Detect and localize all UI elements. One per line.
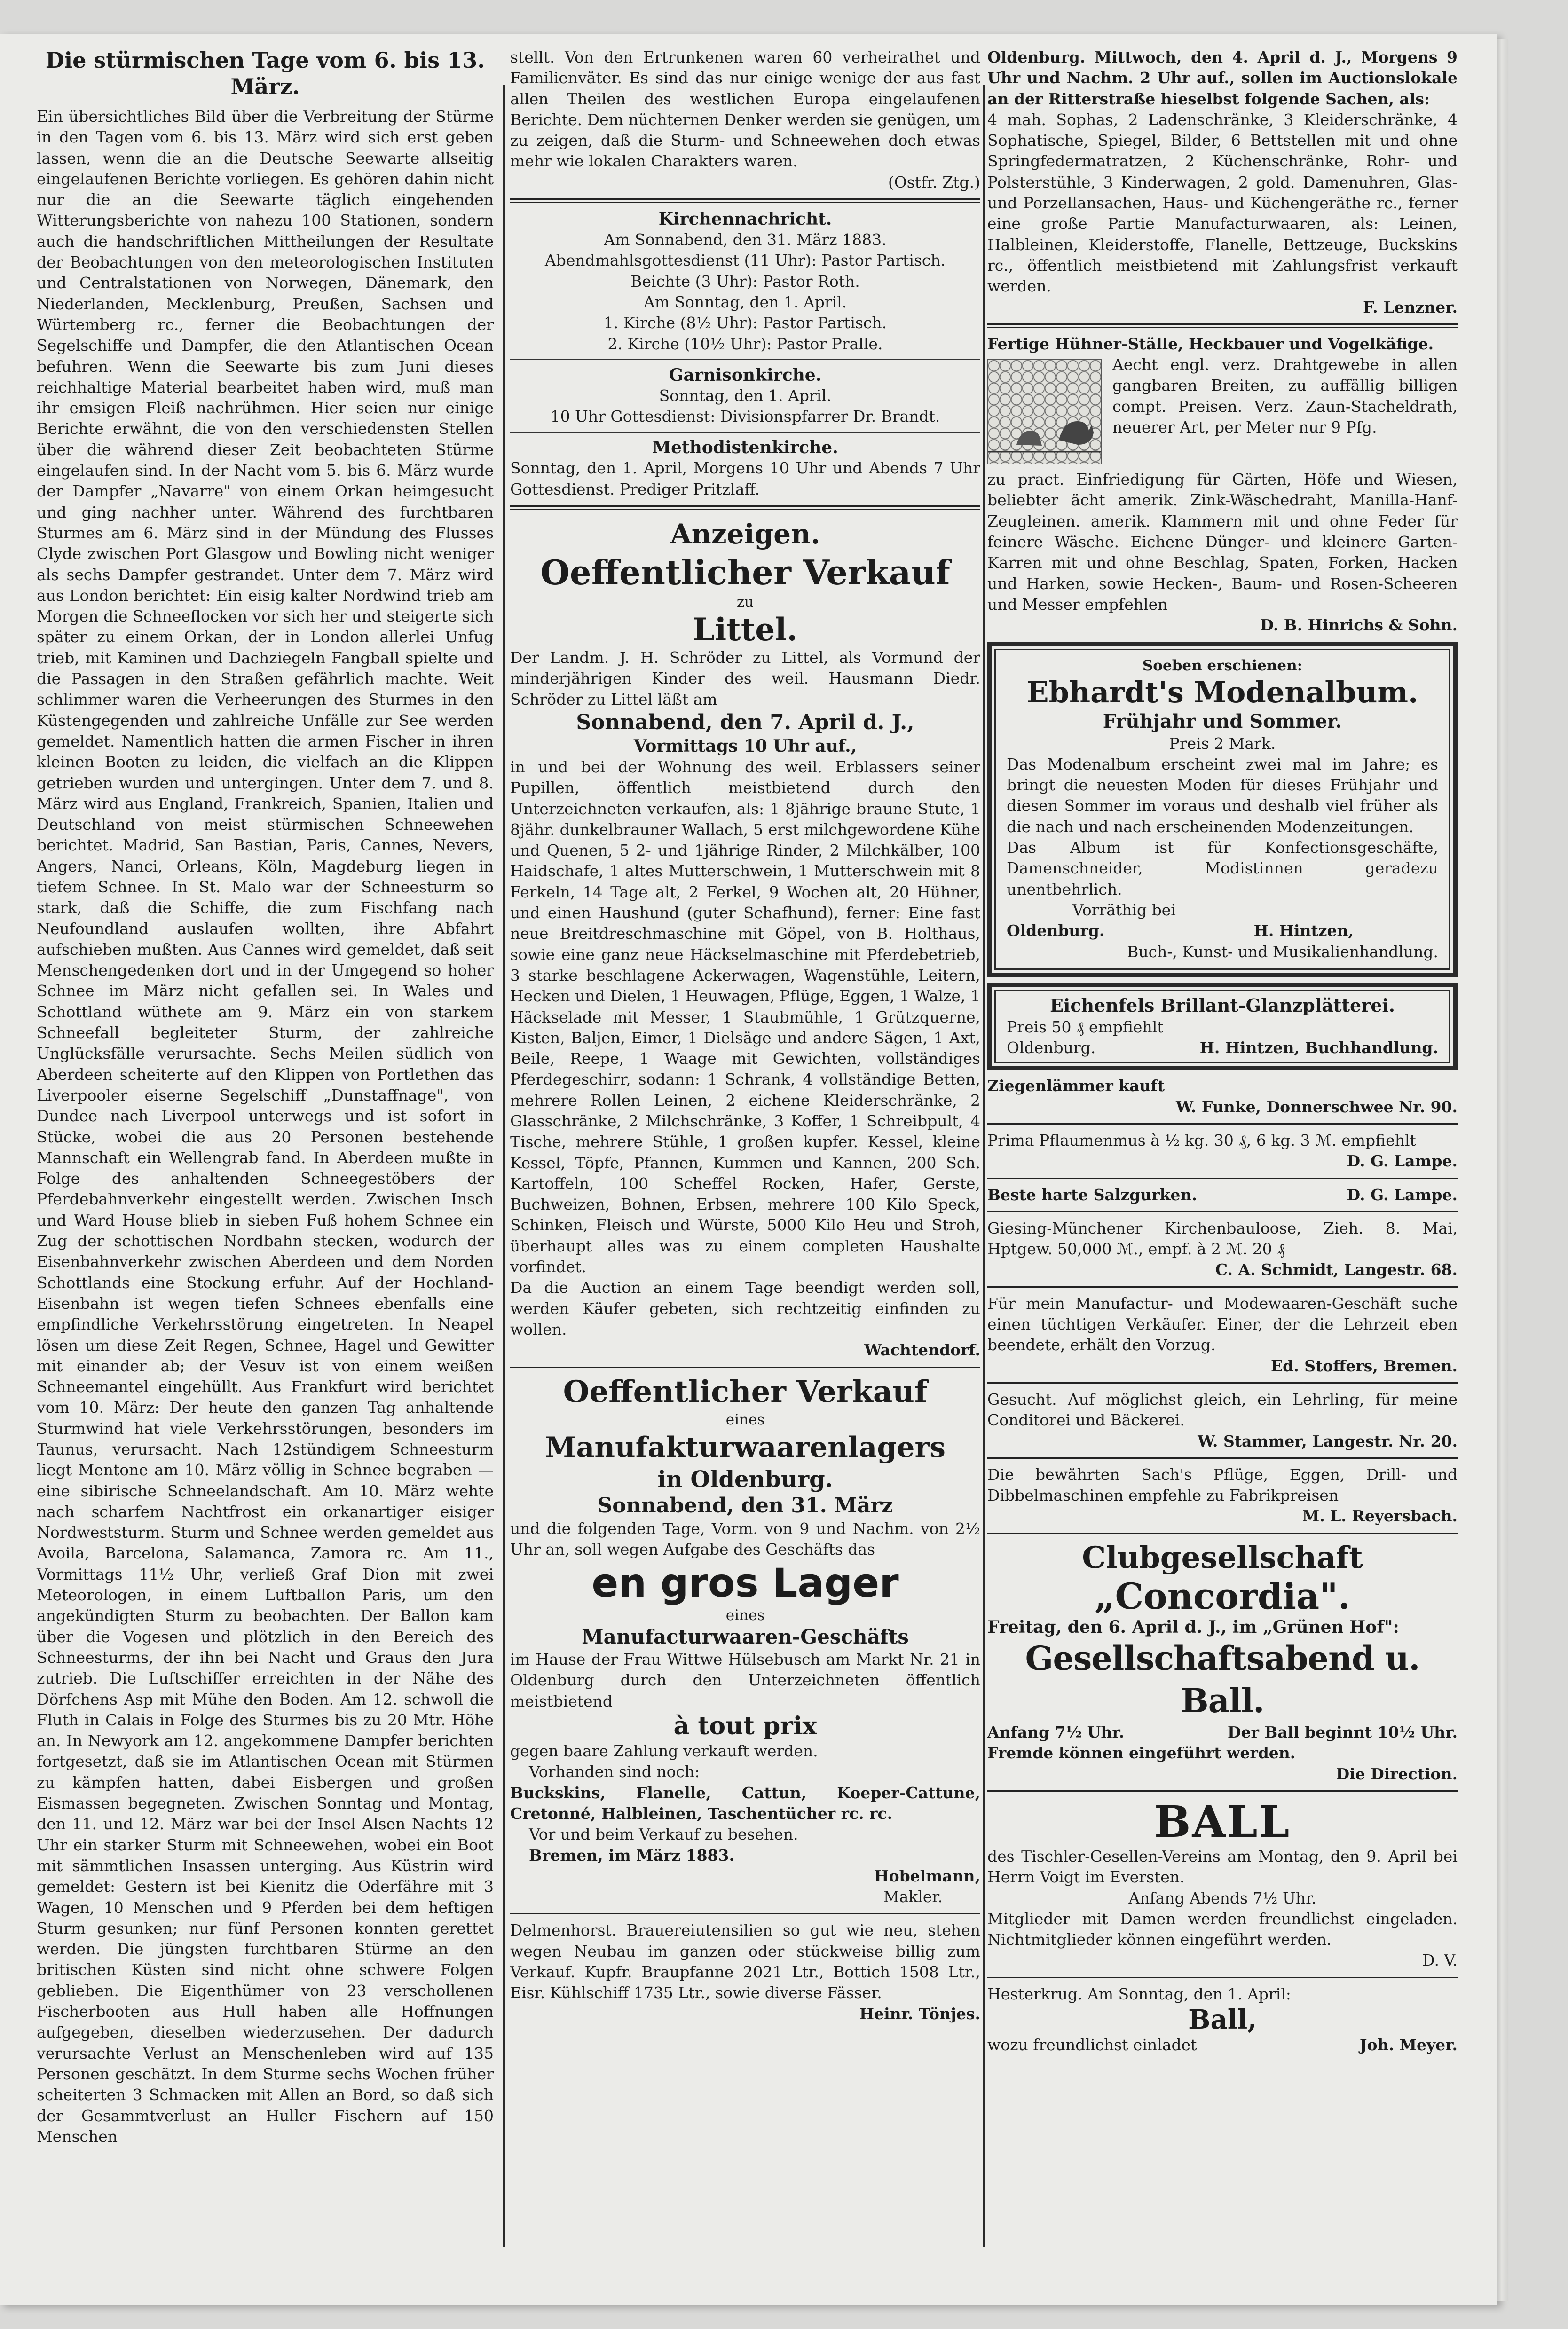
ad-concordia bbox=[987, 1540, 1458, 1785]
divider bbox=[987, 1211, 1458, 1212]
club-event: Gesellschaftsabend u. Ball. bbox=[1025, 1639, 1420, 1721]
ad-lotto: Giesing-Münchener Kirchenbauloose, Zieh. 8. Mai, Hptgew. 50,000 ℳ., empf. à 2 ℳ. 20 ₰ bbox=[987, 1219, 1458, 1259]
ad-city: Oldenburg. bbox=[1007, 1039, 1096, 1057]
ad-shop: Manufacturwaaren-Geschäfts bbox=[582, 1625, 909, 1649]
column-rule-1 bbox=[503, 85, 505, 2247]
ad-close: Da die Auction an einem Tage beendigt werden soll, werden Käufer gebeten, sich rechtzeitig einfinden zu wollen. bbox=[510, 1278, 980, 1338]
ad-lotto-sig: C. A. Schmidt, Langestr. 68. bbox=[1215, 1260, 1458, 1279]
divider bbox=[510, 1913, 980, 1914]
divider bbox=[510, 198, 980, 203]
ad-ziegen-sig: W. Funke, Donnerschwee Nr. 90. bbox=[1175, 1097, 1458, 1116]
ad-subject: Manufakturwaarenlagers bbox=[545, 1431, 946, 1464]
ad-body: und die folgenden Tage, Vorm. von 9 und Nachm. von 2½ Uhr an, soll wegen Aufgabe des Geschäfts das bbox=[510, 1519, 980, 1558]
ad-intro: Der Landm. J. H. Schröder zu Littel, als Vormund der minderjährigen Kinder des weil. Hausmann Diedr. Schröder zu Littel läßt am bbox=[510, 648, 980, 708]
ads-heading: Anzeigen. bbox=[670, 518, 820, 551]
ball-time: Anfang Abends 7½ Uhr. bbox=[1128, 1888, 1316, 1907]
methodist-title: Methodistenkirche. bbox=[652, 438, 838, 458]
divider bbox=[510, 1367, 980, 1368]
ad-body: Das Modenalbum erscheint zwei mal im Jahre; es bringt die neuesten Moden für dieses Frühjahr und diesen Sommer im voraus und deshalb viel früher als die nach und nach erscheinenden Modenzeitungen. bbox=[1007, 755, 1438, 836]
ad-seller: H. Hintzen, Buchhandlung. bbox=[1199, 1039, 1438, 1057]
ad-hesterkrug bbox=[987, 1984, 1458, 2056]
ad-stoffers: Für mein Manufactur- und Modewaaren-Geschäft suche einen tüchtigen Verkäufer. Einer, der die Lehrzeit eben beendete, erhält den Vorzug. bbox=[987, 1294, 1458, 1354]
church-line: Abendmahlsgottesdienst (11 Uhr): Pastor Partisch. bbox=[544, 251, 946, 270]
ball-signature: D. V. bbox=[1422, 1951, 1458, 1970]
ad-signature: D. B. Hinrichs & Sohn. bbox=[1260, 616, 1458, 635]
article-body: Ein übersichtliches Bild über die Verbreitung der Stürme in den Tagen vom 6. bis 13. März wird sich erst geben lassen, wenn die an die Deutsche Seewarte allseitig eingelaufenen Berichte vorliegen. Es gehören dahin nicht nur die an die Seewarte täglich eingehenden Witterungsberichte von nahezu 100 Stationen, sondern auch die handschriftlichen Mittheilungen der Resultate der Beobachtungen von den meteorologischen Instituten und Centralstationen von Norwegen, Dänemark, den Niederlanden, Mecklenburg, Preußen, Sachsen und Würtemberg rc., ferner die Beobachtungen der Segelschiffe und Dampfer, die den Atlantischen Ocean befuhren. Wenn die Seewarte bis zum Juni dieses reichhaltige Material bearbeitet haben wird, muß man ihr emsigen Fleiß nachrühmen. Hier seien nur einige Berichte erwähnt, die von den verschiedensten Stellen über die während dieser Zeit beobachteten Stürme eingelaufen sind. In der Nacht vom 5. bis 6. März wurde der Dampfer „Navarre" von einem Orkan heimgesucht und ging nachher unter. Während des furchtbaren Sturmes am 6. März sind in der Mündung des Flusses Clyde zwischen Port Glasgow und Bowling nicht weniger als sechs Dampfer gestrandet. Unter dem 7. März wird aus London berichtet: Ein eisig kalter Nordwind trieb am Morgen die Schneeflocken vor sich her und steigerte sich später zu einem Orkan, der in London allerlei Unfug trieb, mit Kaminen und Dachziegeln Fangball spielte und die Passagen in den Straßen gefährlich machte. Weit schlimmer waren die Verheerungen des Sturmes in den Küstengegenden und zahlreiche Unfälle zur See werden gemeldet. Namentlich hatten die armen Fischer in ihren kleinen Booten zu leiden, die vielfach an die Klippen getrieben wurden und untergingen. Unter dem 7. und 8. März wird aus England, Frankreich, Spanien, Italien und Deutschland von meist stürmischen Schneewehen berichtet. Madrid, San Bastian, Paris, Cannes, Nevers, Angers, Nanci, Orleans, Köln, Magdeburg liegen in tiefem Schnee. In St. Malo war der Schneesturm so stark, daß die Schiffe, die zum Fischfang nach Neufoundland auslaufen wollten, ihre Abfahrt aufschieben mußten. Aus Cannes wird gemeldet, daß seit Menschengedenken dort und in der Umgegend so hoher Schnee im März nicht gefallen sei. In Wales und Schottland wüthete am 9. März ein von starkem Schneefall begleiteter Sturm, der zahlreiche Unglücksfälle verursachte. Sechs Meilen südlich von Aberdeen scheiterte auf den Klippen von Portlethen das Liverpooler eiserne Segelschiff „Dunstaffnage", von Dundee nach Liverpool unterwegs und ist sofort in Stücke, wobei die aus 20 Personen bestehende Mannschaft ein Wellengrab fand. In Aberdeen mußte in Folge des anhaltenden Schneegestöbers der Pferdebahnverkehr eingestellt werden. Zwischen Insch und Ward House blieb in sieben Fuß hohem Schnee ein Zug der schottischen Nordbahn stecken, wodurch der Eisenbahnverkehr zwischen Aberdeen und dem Norden Schottlands eine Stockung erfuhr. Auf der Hochland-Eisenbahn ist wegen tiefen Schnees ebenfalls eine empfindliche Verkehrsstörung eingetreten. In Neapel lösen um diese Zeit Regen, Schnee, Hagel und Gewitter mit einander ab; der Vesuv ist von einem weißen Schneemantel eingehüllt. Aus Frankfurt wird berichtet vom 10. März: Der heute den ganzen Tag anhaltende Sturmwind hat viele Verkehrsstörungen, besonders im Taunus, verursacht. Nach 12stündigem Schneesturm liegt Mentone am 10. März völlig in Schnee begraben — eine sibirische Schneelandschaft. Am 10. März wehte nach scharfem Nachtfrost ein orkanartiger eisiger Nordweststurm. Sturm und Schnee werden gemeldet aus Avoila, Barcelona, Salamanca, Zamora rc. Am 11., Vormittags 11½ Uhr, verließ Graf Dion mit zwei Meteorologen, in einem Luftballon Paris, um den angekündigten Sturm zu beobachten. Der Ballon kam über die Vogesen und plötzlich in den Bereich des Schneesturms, der ihn bei Nacht und Graus den Jura zutrieb. Die Luftschiffer erreichten in der Nähe des Dörfchens Asp mit Mühe den Boden. Am 12. schwoll die Fluth in Calais in Folge des Sturmes bis zu 20 Mtr. Höhe an. In Newyork am 12. angekommene Dampfer berichten fortgesetzt, daß sie im Atlantischen Ocean mit Stürmen zu kämpfen hatten, dabei Eisbergen und großen Eismassen begegneten. Zwischen Sonntag und Montag, den 11. und 12. März war bei der Insel Alsen Nachts 12 Uhr ein starker Sturm mit Schneewehen, wobei ein Boot mit sämmtlichen Insassen unterging. Aus Küstrin wird gemeldet: Gestern ist bei Kienitz die Oderfähre mit 3 Wagen, 10 Menschen und 9 Pferden bei dem heftigen Sturm gesunken; nur fünf Personen konnten gerettet werden. Die jüngsten furchtbaren Stürme an den britischen Küsten sind nicht ohne schwere Folgen geblieben. Die Eigenthümer von 23 verschollenen Fischerbooten aus Hull haben alle Hoffnungen aufgegeben, dieselben wiederzusehen. Der dadurch verursachte Verlust an Menschenleben wird auf 135 Personen geschätzt. In dem Sturme sechs Wochen früher scheiterten 3 Schmacken mit Allen an Bord, so daß sich der Gesammtverlust an Huller Fischern auf 150 Menschen bbox=[37, 107, 494, 2146]
divider bbox=[987, 1790, 1458, 1792]
club-signature: Die Direction. bbox=[1336, 1764, 1458, 1783]
divider bbox=[987, 1533, 1458, 1534]
ad-sub: Frühjahr und Sommer. bbox=[1103, 710, 1342, 732]
ad-title: Eichenfels Brillant-Glanzplätterei. bbox=[1049, 994, 1395, 1016]
divider bbox=[510, 505, 980, 510]
ad-lehrling: Gesucht. Auf möglichst gleich, ein Lehrling, für meine Conditorei und Bäckerei. bbox=[987, 1390, 1458, 1430]
ad-stoffers-sig: Ed. Stoffers, Bremen. bbox=[1271, 1356, 1458, 1375]
ad-body: 4 mah. Sophas, 2 Ladenschränke, 3 Kleiderschränke, 4 Sophatische, Spiegel, Bilder, 6 Bettstellen mit und ohne Springfedermatratzen, 2 Küchenschränke, Rohr- und Polsterstühle, 3 Kinderwagen, 2 gold. Damenuhren, Glas- und Porzellansachen, Haus- und Küchengeräthe rc., ferner eine große Partie Manufacturwaaren, als: Leinen, Halbleinen, Kleiderstoffe, Flanelle, Bettzeuge, Buckskins rc., öffentlich meistbietend mit Zahlungsfrist verkauft werden. bbox=[987, 110, 1458, 296]
ad-title: Oeffentlicher Verkauf bbox=[540, 552, 950, 593]
ad-lehrling-sig: W. Stammer, Langestr. Nr. 20. bbox=[1198, 1432, 1458, 1450]
ad-location: im Hause der Frau Wittwe Hülsebusch am Markt Nr. 21 in Oldenburg durch den Unterzeichneten öffentlich meistbietend bbox=[510, 1650, 980, 1710]
ad-body: zu pract. Einfriedigung für Gärten, Höfe und Wiesen, beliebter ächt amerik. Zink-Wäschedraht, Manilla-Hanf-Zeugleinen. amerik. Klammern mit und ohne Feder für feinere Wäsche. Eichene Dünger- und kleinere Garten-Karren mit und ohne Beschlag, Spaten, Forken, Hacken und Harken, sowie Hecken-, Baum- und Rosen-Scheeren und Messer empfehlen bbox=[987, 470, 1458, 614]
divider bbox=[987, 1123, 1458, 1125]
ad-price: Preis 2 Mark. bbox=[1169, 734, 1276, 753]
hester-ball: Ball, bbox=[1188, 2004, 1257, 2035]
ball-body: des Tischler-Gesellen-Vereins am Montag, den 9. April bei Herrn Voigt im Eversten. bbox=[987, 1847, 1458, 1887]
article-source: (Ostfr. Ztg.) bbox=[888, 173, 980, 191]
ad-body: in und bei der Wohnung des weil. Erblassers seiner Pupillen, öffentlich meistbietend durch den Unterzeichneten verkaufen, als: 1 8jährige braune Stute, 1 8jähr. dunkelbrauner Wallach, 5 erst milchgewordene Kühe und Quenen, 5 2- und 1jährige Rinder, 2 Milchkälber, 100 Haidschafe, 1 altes Mutterschwein, 1 Mutterschwein mit 8 Ferkeln, 14 Tage alt, 2 Ferkel, 9 Wochen alt, 20 Hühner, und einen Haushund (guter Schafhund), ferner: Eine fast neue Breitdreschmaschine mit Göpel, von B. Holthaus, sowie eine ganz neue Häckselmaschine mit Pferdebetrieb, 3 starke beschlagene Ackerwagen, Wagenstühle, Leitern, Hecken und Dielen, 1 Heuwagen, Pflüge, Eggen, 1 Walze, 1 Häckselade mit Messer, 1 Staubmühle, 1 Grützquerne, Kisten, Baljen, Eimer, 1 Dielsäge und andere Sägen, 1 Axt, Beile, Reepe, 1 Waage mit Gewichten, vollständiges Pferdegeschirr, sodann: 1 Schrank, 4 vollständige Betten, mehrere Rollen Leinen, 2 eichene Kleiderschränke, 2 Glasschränke, 2 Milchschränke, 3 Koffer, 1 Schreibpult, 4 Tische, mehrere Stühle, 1 großen kupfer. Kessel, kleine Kessel, Töpfe, Pfannen, Kummen und Kannen, 200 Sch. Kartoffeln, 100 Scheffel Rocken, Hafer, Gerste, Buchweizen, Bohnen, Erbsen, mehrere 100 Kilo Speck, Schinken, Fleisch und Würste, 5000 Kilo Heu und Stroh, überhaupt alles was zu einem completen Haushalte vorfindet. bbox=[510, 757, 980, 1276]
church-line: 1. Kirche (8½ Uhr): Pastor Partisch. bbox=[603, 314, 887, 332]
column-1 bbox=[37, 47, 494, 2147]
ad-glanz-box bbox=[987, 983, 1458, 1070]
church-line: Beichte (3 Uhr): Pastor Roth. bbox=[630, 272, 860, 291]
ad-seller: H. Hintzen, bbox=[1253, 921, 1354, 940]
ad-time: Vormittags 10 Uhr auf., bbox=[633, 736, 857, 756]
ad-zu: zu bbox=[736, 594, 754, 611]
church-line: 2. Kirche (10½ Uhr): Pastor Pralle. bbox=[607, 334, 883, 353]
club-date: Freitag, den 6. April d. J., im „Grünen Hof": bbox=[987, 1617, 1399, 1637]
ad-prix: à tout prix bbox=[673, 1712, 817, 1741]
club-time-row bbox=[987, 1722, 1458, 1743]
ad-city: Oldenburg. bbox=[1007, 921, 1105, 940]
ad-place: in Oldenburg. bbox=[657, 1466, 833, 1493]
ad-seller-row bbox=[1007, 921, 1438, 941]
church-date: Am Sonnabend, den 31. März 1883. bbox=[604, 230, 887, 249]
divider bbox=[987, 1286, 1458, 1288]
church-line: Am Sonntag, den 1. April. bbox=[643, 292, 847, 311]
divider bbox=[987, 1178, 1458, 1179]
ad-payment: gegen baare Zahlung verkauft werden. bbox=[510, 1742, 818, 1761]
ad-role: Makler. bbox=[883, 1888, 943, 1906]
ad-headline: en gros Lager bbox=[591, 1560, 899, 1606]
ad-sack-sig: M. L. Reyersbach. bbox=[1302, 1507, 1458, 1526]
divider bbox=[510, 359, 980, 360]
ad-public-sale-littel bbox=[510, 552, 980, 1361]
ad-title: Oeffentlicher Verkauf bbox=[563, 1374, 928, 1409]
church-title: Kirchennachricht. bbox=[658, 209, 832, 229]
church-notice bbox=[510, 209, 980, 500]
ad-wire-fencing bbox=[987, 334, 1458, 636]
divider bbox=[987, 323, 1458, 328]
ad-view: Vor und beim Verkauf zu besehen. bbox=[529, 1825, 798, 1844]
ad-date: Sonnabend, den 7. April d. J., bbox=[576, 710, 914, 734]
ad-place: Littel. bbox=[693, 611, 798, 648]
ad-pflaumen-sig: D. G. Lampe. bbox=[1347, 1152, 1458, 1171]
ad-stock: Vorhanden sind noch: bbox=[529, 1762, 700, 1781]
divider bbox=[987, 1457, 1458, 1459]
ad-price: Preis 50 ₰ empfiehlt bbox=[1007, 1017, 1164, 1036]
ad-gurken-sig: D. G. Lampe. bbox=[1347, 1185, 1458, 1204]
column-2 bbox=[510, 47, 980, 2024]
ad-sack: Die bewährten Sach's Pflüge, Eggen, Drill- und Dibbelmaschinen empfehle zu Fabrikpreisen bbox=[987, 1465, 1458, 1505]
ad-ebhardt-box bbox=[987, 642, 1458, 977]
hester-signature: Joh. Meyer. bbox=[1359, 2036, 1458, 2054]
ad-gurken bbox=[987, 1185, 1458, 1205]
fence-illustration bbox=[987, 359, 1102, 464]
ad-auction-oldenburg bbox=[987, 47, 1458, 318]
club-guests: Fremde können eingeführt werden. bbox=[987, 1744, 1296, 1762]
page-edge bbox=[1497, 39, 1508, 2301]
column-3 bbox=[987, 47, 1458, 2055]
rooster-icon bbox=[988, 360, 1101, 464]
garrison-line: 10 Uhr Gottesdienst: Divisionspfarrer Dr. Brandt. bbox=[550, 407, 940, 426]
divider bbox=[510, 432, 980, 433]
ad-signature: F. Lenzner. bbox=[1363, 298, 1458, 316]
divider bbox=[987, 1382, 1458, 1384]
article-continuation: stellt. Von den Ertrunkenen waren 60 verheirathet und Familienväter. Es sind das nur einige wenige der aus fast allen Theilen des westlichen Europa eingelaufenen Berichte. Dem nüchternen Denker werden sie genügen, um zu zeigen, daß die Sturm- und Schneewehen doch etwas mehr wie lokalen Charakters waren. bbox=[510, 48, 980, 171]
ad-goods: Buckskins, Flanelle, Cattun, Koeper-Cattune, Cretonné, Halbleinen, Taschentücher rc. rc. bbox=[510, 1783, 980, 1823]
ad-seller-row bbox=[1007, 1038, 1438, 1058]
ad-body-2: Das Album ist für Konfectionsgeschäfte, Damenschneider, Modistinnen geradezu unentbehrlich. bbox=[1007, 838, 1438, 898]
ad-title: Ebhardt's Modenalbum. bbox=[1026, 675, 1418, 709]
ad-head: Fertige Hühner-Ställe, Heckbauer und Vogelkäfige. bbox=[987, 334, 1434, 353]
ad-eines: eines bbox=[725, 1607, 765, 1624]
ad-top: Soeben erschienen: bbox=[1142, 657, 1303, 674]
ad-signature: Heinr. Tönjes. bbox=[859, 2004, 980, 2023]
ad-gurken-text: Beste harte Salzgurken. bbox=[987, 1185, 1197, 1204]
ad-trade: Buch-, Kunst- und Musikalienhandlung. bbox=[1127, 942, 1438, 961]
divider bbox=[987, 1977, 1458, 1978]
ad-signature: Wachtendorf. bbox=[864, 1341, 980, 1360]
ad-city: Bremen, im März 1883. bbox=[529, 1846, 734, 1865]
club-name: „Concordia". bbox=[1094, 1575, 1351, 1617]
club-title: Clubgesellschaft bbox=[1082, 1540, 1363, 1575]
hester-head: Hesterkrug. Am Sonntag, den 1. April: bbox=[987, 1984, 1291, 2003]
club-time: Anfang 7½ Uhr. bbox=[987, 1723, 1125, 1742]
club-ball: Der Ball beginnt 10½ Uhr. bbox=[1227, 1723, 1458, 1742]
methodist-line: Sonntag, den 1. April, Morgens 10 Uhr und Abends 7 Uhr Gottesdienst. Prediger Pritzlaff. bbox=[510, 459, 980, 498]
ad-head: Oldenburg. Mittwoch, den 4. April d. J., Morgens 9 Uhr und Nachm. 2 Uhr auf., sollen im Auctionslokale an der Ritterstraße hieselbst folgende Sachen, als: bbox=[987, 48, 1458, 108]
article-title: Die stürmischen Tage vom 6. bis 13. März. bbox=[45, 47, 485, 99]
ad-ball bbox=[987, 1797, 1458, 1971]
garrison-line: Sonntag, den 1. April. bbox=[659, 386, 832, 405]
ad-avail: Vorräthig bei bbox=[1072, 900, 1176, 919]
ad-manufaktur-lager bbox=[510, 1374, 980, 1908]
garrison-title: Garnisonkirche. bbox=[669, 365, 822, 385]
hester-invite: wozu freundlichst einladet bbox=[987, 2036, 1197, 2054]
ad-date: Sonnabend, den 31. März bbox=[597, 1493, 893, 1518]
ball-note: Mitglieder mit Damen werden freundlichst eingeladen. Nichtmitglieder können eingeführt werden. bbox=[987, 1909, 1458, 1949]
ad-ziegen: Ziegenlämmer kauft bbox=[987, 1077, 1165, 1095]
ad-eines: eines bbox=[725, 1411, 765, 1428]
ad-signature: Hobelmann, bbox=[874, 1866, 980, 1885]
hester-row bbox=[987, 2035, 1458, 2055]
ad-pflaumen: Prima Pflaumenmus à ½ kg. 30 ₰, 6 kg. 3 ℳ. empfiehlt bbox=[987, 1131, 1416, 1149]
ad-delmenhorst bbox=[510, 1920, 980, 2024]
ad-side-text: Aecht engl. verz. Drahtgewebe in allen gangbaren Breiten, zu auffällig billigen compt. Preisen. Verz. Zaun-Stacheldrath, neuerer Art, per Meter nur 9 Pfg. bbox=[1112, 355, 1458, 437]
ad-body: Delmenhorst. Brauereiutensilien so gut wie neu, stehen wegen Neubau im ganzen oder stückweise billig zum Verkauf. Kupfr. Braupfanne 2021 Ltr., Bottich 1508 Ltr., Eisr. Kühlschiff 1735 Ltr., sowie diverse Fässer. bbox=[510, 1921, 980, 2002]
column-rule-2 bbox=[983, 85, 985, 2247]
ball-title: BALL bbox=[1154, 1796, 1291, 1847]
